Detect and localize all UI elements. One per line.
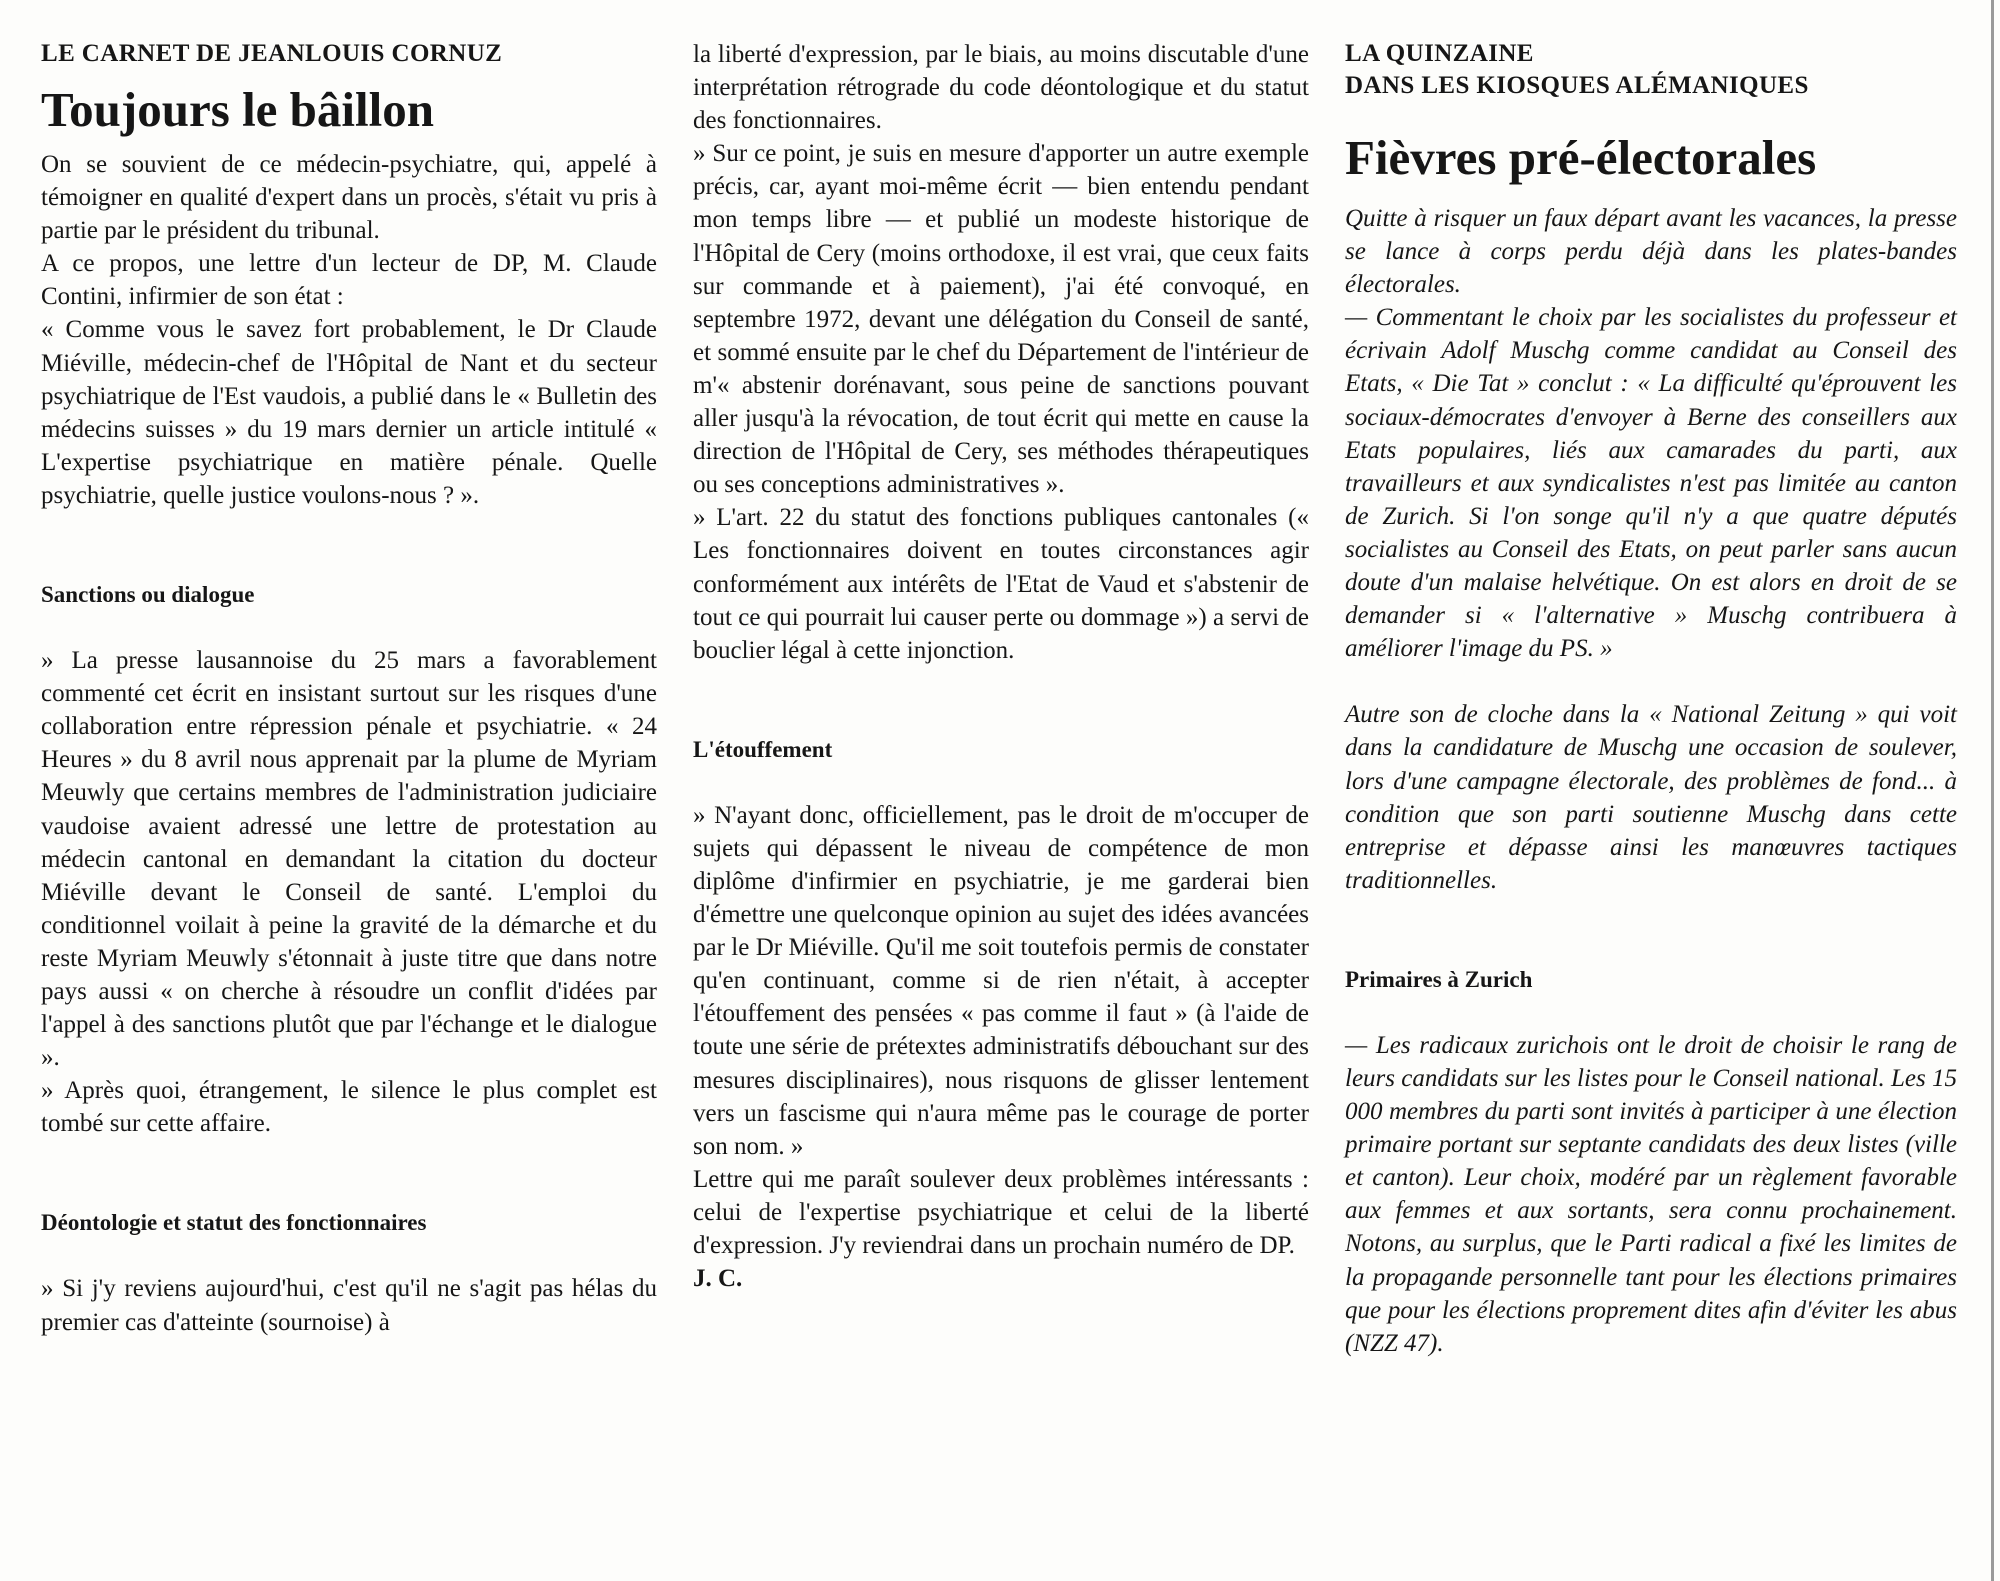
section-heading: L'étouffement bbox=[693, 736, 833, 762]
column-kicker-line2: DANS LES KIOSQUES ALÉMANIQUES bbox=[1345, 72, 1809, 99]
column-kicker: LE CARNET DE JEANLOUIS CORNUZ bbox=[41, 40, 503, 67]
paragraph: On se souvient de ce médecin-psychiatre, qui, appelé à témoigner en qualité d'expert dans un procès, s'était vu pris à partie par le président du tribunal. bbox=[41, 151, 657, 245]
paragraph: la liberté d'expression, par le biais, au moins discutable d'une interprétation rétrograde du code déontologique et du statut des fonctionnaires. bbox=[693, 41, 1309, 135]
paragraph: — Les radicaux zurichois ont le droit de choisir le rang de leurs candidats sur les listes pour le Conseil national. Les 15 000 membres du parti sont invités à participer à une élection primaire portant sur septante candidats des deux listes (ville et canton). Leur choix, modéré par un règlement favorable aux femmes et aux sortants, sera connu prochainement. Notons, au surplus, que le Parti radical a fixé les limites de la propagande personnelle tant pour les élections primaires que pour les élections proprement dites afin d'éviter les abus (NZZ 47). bbox=[1345, 1031, 1957, 1357]
section-heading: Déontologie et statut des fonctionnaires bbox=[41, 1210, 427, 1236]
paragraph: » L'art. 22 du statut des fonctions publiques cantonales (« Les fonctionnaires doivent en toutes circonstances agir conformément aux intérêts de l'Etat de Vaud et s'abstenir de tout ce qui pourrait lui causer perte ou dommage ») a servi de bouclier légal à cette injonction. bbox=[693, 504, 1309, 664]
paragraph: » Si j'y reviens aujourd'hui, c'est qu'il ne s'agit pas hélas du premier cas d'atteinte (sournoise) à bbox=[41, 1275, 657, 1336]
column-left bbox=[41, 38, 657, 1339]
paragraph: Autre son de cloche dans la « National Zeitung » qui voit dans la candidature de Muschg une occasion de soulever, lors d'une campagne électorale, des problèmes de fond... à condition que son parti soutienne Muschg dans cette entreprise et dépasse ainsi les manœuvres tactiques traditionnelles. bbox=[1345, 701, 1957, 894]
article-title: Toujours le bâillon bbox=[41, 82, 435, 137]
article-body bbox=[1345, 202, 1957, 1360]
paragraph: Lettre qui me paraît soulever deux problèmes intéressants : celui de l'expertise psychiatrique et celui de la liberté d'expression. J'y reviendrai dans un prochain numéro de DP. bbox=[693, 1165, 1309, 1259]
section-heading: Sanctions ou dialogue bbox=[41, 582, 255, 608]
paragraph: » Sur ce point, je suis en mesure d'apporter un autre exemple précis, car, ayant moi-même écrit — bien entendu pendant mon temps libre — et publié un modeste historique de l'Hôpital de Cery (moins orthodoxe, il est vrai, que ceux faits sur commande et à paiement), j'ai été convoqué, en septembre 1972, devant une délégation du Conseil de santé, et sommé ensuite par le chef du Département de l'intérieur de m'« abstenir dorénavant, sous peine de sanctions pouvant aller jusqu'à la révocation, de tout écrit qui mette en cause la direction de l'Hôpital de Cery, ses méthodes thérapeutiques ou ses conceptions administratives ». bbox=[693, 140, 1309, 499]
paragraph: » Après quoi, étrangement, le silence le plus complet est tombé sur cette affaire. bbox=[41, 1077, 657, 1138]
article-body bbox=[41, 148, 657, 1339]
paragraph: » La presse lausannoise du 25 mars a favorablement commenté cet écrit en insistant surtout sur les risques d'une collaboration entre répression pénale et psychiatrie. « 24 Heures » du 8 avril nous apprenait par la plume de Myriam Meuwly que certains membres de l'administration judiciaire vaudoise avaient adressé une lettre de protestation au médecin cantonal en demandant la citation du docteur Miéville devant le Conseil de santé. L'emploi du conditionnel voilait à peine la gravité de la démarche et du reste Myriam Meuwly s'étonnait à juste titre que dans notre pays aussi « on cherche à résoudre un conflit d'idées par l'appel à des sanctions plutôt que par l'échange et le dialogue ». bbox=[41, 647, 657, 1072]
author-signature: J. C. bbox=[693, 1265, 743, 1293]
article-body-continued bbox=[693, 38, 1309, 1295]
column-middle bbox=[693, 38, 1309, 1295]
paragraph: A ce propos, une lettre d'un lecteur de DP, M. Claude Contini, infirmier de son état : bbox=[41, 250, 657, 311]
column-kicker-line1: LA QUINZAINE bbox=[1345, 40, 1534, 67]
article-title: Fièvres pré-électorales bbox=[1345, 130, 1817, 185]
paragraph: Quitte à risquer un faux départ avant les vacances, la presse se lance à corps perdu déjà dans les plates-bandes électorales. bbox=[1345, 205, 1957, 299]
column-right bbox=[1345, 38, 1957, 1360]
page-edge bbox=[1991, 0, 1994, 1581]
paragraph: — Commentant le choix par les socialistes du professeur et écrivain Adolf Muschg comme candidat au Conseil des Etats, « Die Tat » conclut : « La difficulté qu'éprouvent les sociaux-démocrates d'envoyer à Berne des conseillers aux Etats populaires, liés aux camarades du parti, aux travailleurs et aux syndicalistes n'est pas limitée au canton de Zurich. Si l'on songe qu'il n'y a que quatre députés socialistes au Conseil des Etats, on peut parler sans aucun doute d'un malaise helvétique. On est alors en droit de se demander si « l'alternative » Muschg contribuera à améliorer l'image du PS. » bbox=[1345, 304, 1957, 663]
section-heading: Primaires à Zurich bbox=[1345, 966, 1533, 992]
paragraph: « Comme vous le savez fort probablement, le Dr Claude Miéville, médecin-chef de l'Hôpital de Nant et du secteur psychiatrique de l'Est vaudois, a publié dans le « Bulletin des médecins suisses » du 19 mars dernier un article intitulé « L'expertise psychiatrique en matière pénale. Quelle psychiatrie, quelle justice voulons-nous ? ». bbox=[41, 316, 657, 509]
paragraph: » N'ayant donc, officiellement, pas le droit de m'occuper de sujets qui dépassent le niveau de compétence de mon diplôme d'infirmier en psychiatrie, je me garderai bien d'émettre une quelconque opinion au sujet des idées avancées par le Dr Miéville. Qu'il me soit toutefois permis de constater qu'en continuant, comme si de rien n'était, à accepter l'étouffement des pensées « pas comme il faut » (à l'aide de toute une série de prétextes administratifs débouchant sur des mesures disciplinaires), nous risquons de glisser lentement vers un fascisme qui n'aura même pas le courage de porter son nom. » bbox=[693, 801, 1309, 1160]
